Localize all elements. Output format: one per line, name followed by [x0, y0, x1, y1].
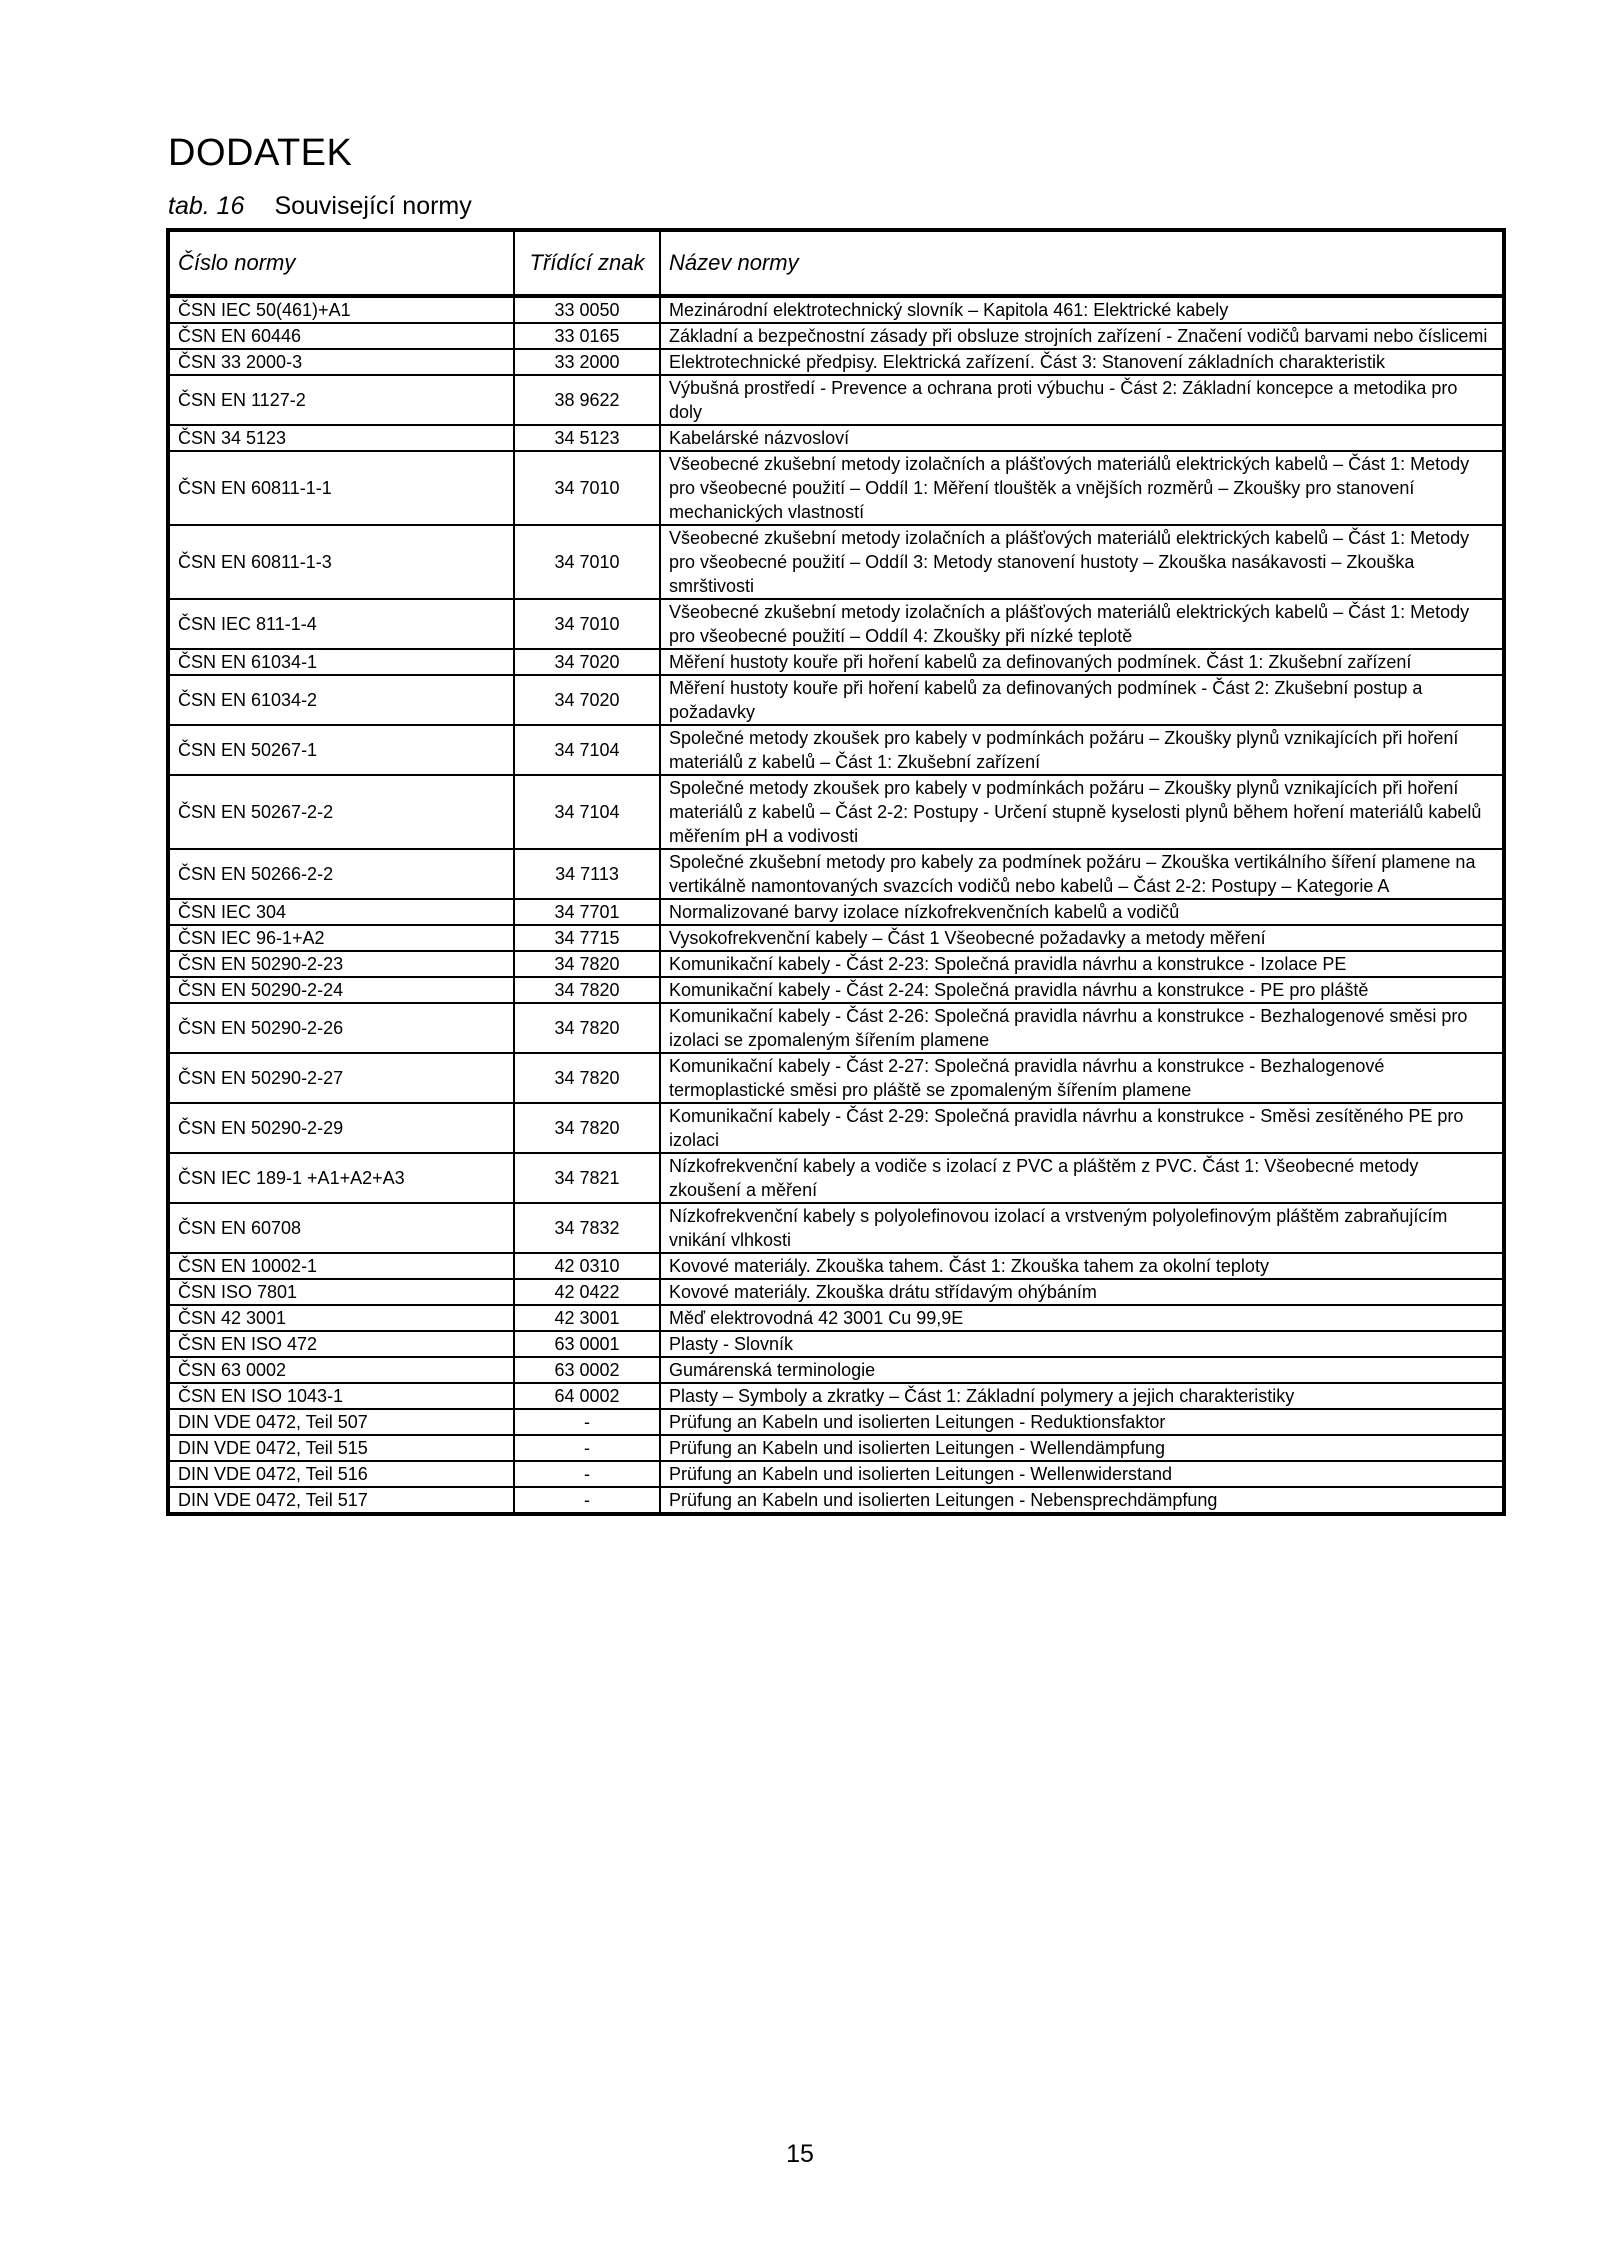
table-row	[168, 296, 1504, 323]
cell-name: Vysokofrekvenční kabely – Část 1 Všeobecné požadavky a metody měření	[660, 925, 1504, 951]
cell-number: ČSN IEC 96-1+A2	[168, 925, 514, 951]
table-row	[168, 525, 1504, 599]
cell-name: Měď elektrovodná 42 3001 Cu 99,9E	[660, 1305, 1504, 1331]
table-caption	[168, 192, 472, 221]
cell-code: 33 0050	[514, 296, 660, 323]
cell-number: ČSN EN 50290-2-23	[168, 951, 514, 977]
table-row	[168, 1487, 1504, 1514]
table-row	[168, 1409, 1504, 1435]
cell-name: Komunikační kabely - Část 2-24: Společná pravidla návrhu a konstrukce - PE pro pláště	[660, 977, 1504, 1003]
cell-number: ČSN EN 60811-1-1	[168, 451, 514, 525]
table-row	[168, 1383, 1504, 1409]
cell-number: ČSN IEC 189-1 +A1+A2+A3	[168, 1153, 514, 1203]
cell-name: Nízkofrekvenční kabely a vodiče s izolací z PVC a pláštěm z PVC. Část 1: Všeobecné metody zkoušení a měření	[660, 1153, 1504, 1203]
cell-code: 64 0002	[514, 1383, 660, 1409]
cell-number: ČSN EN 50267-1	[168, 725, 514, 775]
table-row	[168, 1053, 1504, 1103]
table-row	[168, 1279, 1504, 1305]
cell-number: ČSN IEC 304	[168, 899, 514, 925]
cell-name: Měření hustoty kouře při hoření kabelů za definovaných podmínek - Část 2: Zkušební postup a požadavky	[660, 675, 1504, 725]
cell-code: -	[514, 1409, 660, 1435]
cell-number: ČSN EN 60446	[168, 323, 514, 349]
cell-number: ČSN ISO 7801	[168, 1279, 514, 1305]
cell-code: 34 7020	[514, 649, 660, 675]
cell-name: Prüfung an Kabeln und isolierten Leitungen - Wellendämpfung	[660, 1435, 1504, 1461]
cell-number: ČSN EN 50290-2-27	[168, 1053, 514, 1103]
cell-code: 38 9622	[514, 375, 660, 425]
table-row	[168, 1357, 1504, 1383]
cell-name: Všeobecné zkušební metody izolačních a plášťových materiálů elektrických kabelů – Část 1: Metody pro všeobecné použití – Oddíl 4: Zkoušky při nízké teplotě	[660, 599, 1504, 649]
table-row	[168, 1153, 1504, 1203]
table-caption-title: Související normy	[274, 192, 472, 220]
cell-code: 34 7701	[514, 899, 660, 925]
cell-name: Komunikační kabely - Část 2-23: Společná pravidla návrhu a konstrukce - Izolace PE	[660, 951, 1504, 977]
cell-code: 42 0422	[514, 1279, 660, 1305]
cell-name: Měření hustoty kouře při hoření kabelů za definovaných podmínek. Část 1: Zkušební zařízení	[660, 649, 1504, 675]
cell-number: ČSN EN 61034-1	[168, 649, 514, 675]
column-header-name: Název normy	[660, 230, 1504, 296]
cell-name: Komunikační kabely - Část 2-26: Společná pravidla návrhu a konstrukce - Bezhalogenové směsi pro izolaci se zpomaleným šířením plamene	[660, 1003, 1504, 1053]
cell-code: -	[514, 1435, 660, 1461]
cell-name: Prüfung an Kabeln und isolierten Leitungen - Wellenwiderstand	[660, 1461, 1504, 1487]
table-row	[168, 349, 1504, 375]
cell-name: Mezinárodní elektrotechnický slovník – Kapitola 461: Elektrické kabely	[660, 296, 1504, 323]
table-row	[168, 951, 1504, 977]
cell-name: Elektrotechnické předpisy. Elektrická zařízení. Část 3: Stanovení základních charakteristik	[660, 349, 1504, 375]
cell-number: ČSN 63 0002	[168, 1357, 514, 1383]
cell-code: 34 7010	[514, 451, 660, 525]
cell-number: ČSN IEC 50(461)+A1	[168, 296, 514, 323]
cell-number: DIN VDE 0472, Teil 516	[168, 1461, 514, 1487]
table-row	[168, 1461, 1504, 1487]
cell-code: -	[514, 1461, 660, 1487]
cell-name: Nízkofrekvenční kabely s polyolefinovou izolací a vrstveným polyolefinovým pláštěm zabraňujícím vnikání vlhkosti	[660, 1203, 1504, 1253]
cell-name: Kovové materiály. Zkouška drátu střídavým ohýbáním	[660, 1279, 1504, 1305]
cell-code: 34 7113	[514, 849, 660, 899]
table-caption-label: tab. 16	[168, 192, 245, 220]
cell-name: Kabelárské názvosloví	[660, 425, 1504, 451]
cell-name: Společné metody zkoušek pro kabely v podmínkách požáru – Zkoušky plynů vznikajících při hoření materiálů z kabelů – Část 1: Zkušební zařízení	[660, 725, 1504, 775]
cell-number: ČSN EN 50290-2-24	[168, 977, 514, 1003]
table-row	[168, 849, 1504, 899]
cell-number: ČSN EN 50267-2-2	[168, 775, 514, 849]
cell-name: Všeobecné zkušební metody izolačních a plášťových materiálů elektrických kabelů – Část 1: Metody pro všeobecné použití – Oddíl 1: Měření tlouštěk a vnějších rozměrů – Zkoušky pro stanovení mechanických vlastností	[660, 451, 1504, 525]
cell-code: 34 7832	[514, 1203, 660, 1253]
cell-code: 34 5123	[514, 425, 660, 451]
cell-name: Společné zkušební metody pro kabely za podmínek požáru – Zkouška vertikálního šíření plamene na vertikálně namontovaných svazcích vodičů nebo kabelů – Část 2-2: Postupy – Kategorie A	[660, 849, 1504, 899]
cell-name: Komunikační kabely - Část 2-27: Společná pravidla návrhu a konstrukce - Bezhalogenové termoplastické směsi pro pláště se zpomaleným šířením plamene	[660, 1053, 1504, 1103]
cell-code: 34 7020	[514, 675, 660, 725]
table-row	[168, 899, 1504, 925]
cell-number: ČSN EN 60708	[168, 1203, 514, 1253]
cell-number: ČSN 33 2000-3	[168, 349, 514, 375]
cell-code: 34 7010	[514, 525, 660, 599]
cell-number: ČSN IEC 811-1-4	[168, 599, 514, 649]
cell-number: ČSN EN 60811-1-3	[168, 525, 514, 599]
table-row	[168, 1435, 1504, 1461]
cell-code: 33 0165	[514, 323, 660, 349]
table-row	[168, 1253, 1504, 1279]
table-row	[168, 1331, 1504, 1357]
cell-code: 34 7820	[514, 1003, 660, 1053]
table-row	[168, 599, 1504, 649]
column-header-number: Číslo normy	[168, 230, 514, 296]
table-body	[168, 296, 1504, 1514]
cell-code: 34 7820	[514, 1053, 660, 1103]
cell-name: Výbušná prostředí - Prevence a ochrana proti výbuchu - Část 2: Základní koncepce a metodika pro doly	[660, 375, 1504, 425]
cell-number: ČSN EN ISO 472	[168, 1331, 514, 1357]
table-row	[168, 1103, 1504, 1153]
cell-number: ČSN EN 50290-2-29	[168, 1103, 514, 1153]
standards-table	[166, 228, 1506, 1516]
page-heading: DODATEK	[168, 132, 353, 174]
cell-number: ČSN EN ISO 1043-1	[168, 1383, 514, 1409]
cell-name: Normalizované barvy izolace nízkofrekvenčních kabelů a vodičů	[660, 899, 1504, 925]
cell-code: 34 7821	[514, 1153, 660, 1203]
cell-code: 34 7715	[514, 925, 660, 951]
cell-number: DIN VDE 0472, Teil 517	[168, 1487, 514, 1514]
table-row	[168, 977, 1504, 1003]
cell-number: ČSN EN 61034-2	[168, 675, 514, 725]
cell-code: 34 7820	[514, 951, 660, 977]
cell-number: ČSN EN 50290-2-26	[168, 1003, 514, 1053]
table-header-row	[168, 230, 1504, 296]
cell-name: Plasty - Slovník	[660, 1331, 1504, 1357]
cell-code: 33 2000	[514, 349, 660, 375]
cell-number: ČSN EN 10002-1	[168, 1253, 514, 1279]
cell-code: 42 3001	[514, 1305, 660, 1331]
cell-code: 63 0001	[514, 1331, 660, 1357]
table-row	[168, 1305, 1504, 1331]
cell-number: DIN VDE 0472, Teil 507	[168, 1409, 514, 1435]
cell-code: 34 7010	[514, 599, 660, 649]
table-row	[168, 1203, 1504, 1253]
cell-name: Základní a bezpečnostní zásady při obsluze strojních zařízení - Značení vodičů barvami nebo číslicemi	[660, 323, 1504, 349]
cell-code: 63 0002	[514, 1357, 660, 1383]
table-row	[168, 675, 1504, 725]
cell-code: -	[514, 1487, 660, 1514]
cell-name: Plasty – Symboly a zkratky – Část 1: Základní polymery a jejich charakteristiky	[660, 1383, 1504, 1409]
cell-number: ČSN 34 5123	[168, 425, 514, 451]
cell-number: ČSN EN 50266-2-2	[168, 849, 514, 899]
cell-code: 34 7104	[514, 775, 660, 849]
cell-name: Prüfung an Kabeln und isolierten Leitungen - Nebensprechdämpfung	[660, 1487, 1504, 1514]
cell-code: 42 0310	[514, 1253, 660, 1279]
cell-code: 34 7820	[514, 977, 660, 1003]
cell-name: Komunikační kabely - Část 2-29: Společná pravidla návrhu a konstrukce - Směsi zesítěného PE pro izolaci	[660, 1103, 1504, 1153]
table-row	[168, 725, 1504, 775]
table-row	[168, 775, 1504, 849]
cell-number: ČSN 42 3001	[168, 1305, 514, 1331]
table-row	[168, 375, 1504, 425]
cell-number: ČSN EN 1127-2	[168, 375, 514, 425]
table-row	[168, 425, 1504, 451]
table-row	[168, 323, 1504, 349]
table-row	[168, 925, 1504, 951]
cell-code: 34 7820	[514, 1103, 660, 1153]
page-number: 15	[786, 2140, 814, 2168]
cell-code: 34 7104	[514, 725, 660, 775]
cell-name: Všeobecné zkušební metody izolačních a plášťových materiálů elektrických kabelů – Část 1: Metody pro všeobecné použití – Oddíl 3: Metody stanovení hustoty – Zkouška nasákavosti – Zkouška smrštivosti	[660, 525, 1504, 599]
cell-name: Prüfung an Kabeln und isolierten Leitungen - Reduktionsfaktor	[660, 1409, 1504, 1435]
table-row	[168, 1003, 1504, 1053]
cell-number: DIN VDE 0472, Teil 515	[168, 1435, 514, 1461]
column-header-code: Třídící znak	[514, 230, 660, 296]
cell-name: Společné metody zkoušek pro kabely v podmínkách požáru – Zkoušky plynů vznikajících při hoření materiálů z kabelů – Část 2-2: Postupy - Určení stupně kyselosti plynů během hoření materiálů kabelů měřením pH a vodivosti	[660, 775, 1504, 849]
cell-name: Kovové materiály. Zkouška tahem. Část 1: Zkouška tahem za okolní teploty	[660, 1253, 1504, 1279]
cell-name: Gumárenská terminologie	[660, 1357, 1504, 1383]
table-row	[168, 451, 1504, 525]
table-row	[168, 649, 1504, 675]
